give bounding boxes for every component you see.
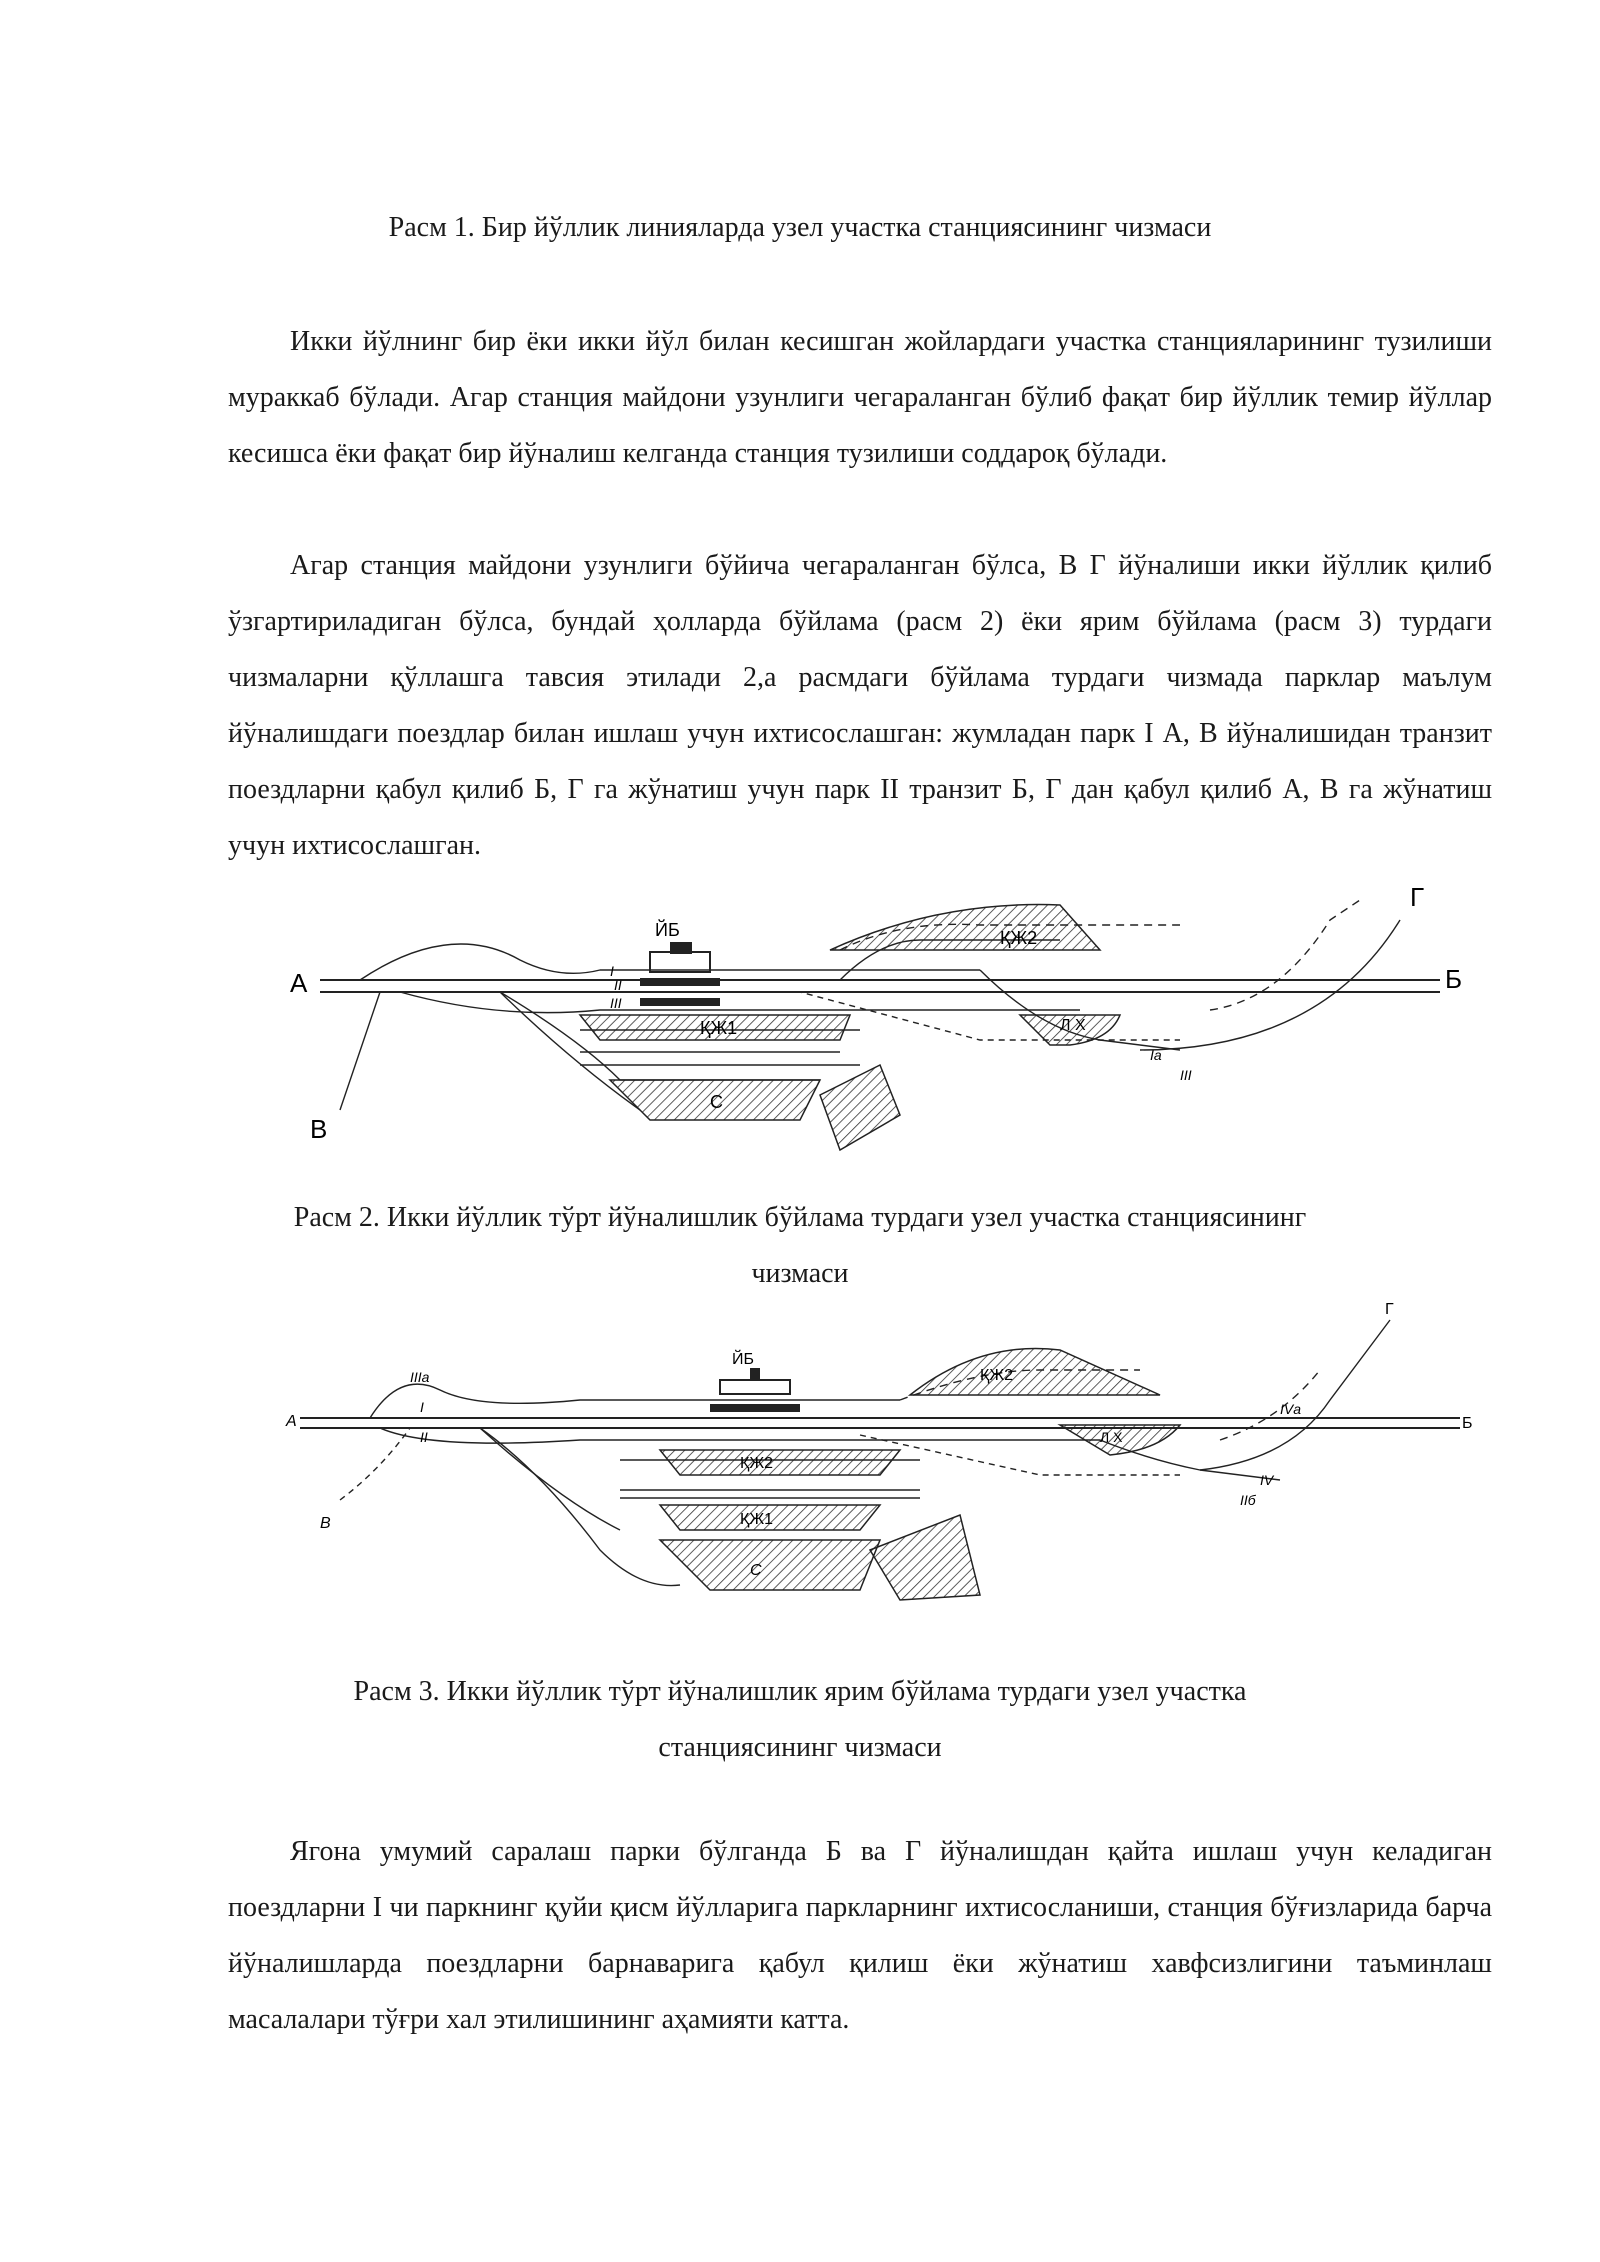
label-v: В [310, 1114, 328, 1144]
station-building [650, 952, 710, 972]
paragraph-1 [228, 314, 1492, 482]
label-g: Г [1410, 882, 1425, 912]
yard-kzh2 [830, 905, 1100, 950]
label-a: А [286, 1413, 297, 1430]
label-kzh2: ҚЖ2 [1000, 928, 1038, 948]
paragraph-3 [228, 1824, 1492, 2048]
paragraph-1-text: Икки йўлнинг бир ёки икки йўл билан кесишган жойлардаги участка станцияларининг тузилиши мураккаб бўлади. Агар станция майдони узунлиги чегараланган бўлиб фақат бир йўллик темир йўллар кесишса ёки фақат бир йўналиш келганда станция тузилиши соддароқ бўлади. [228, 326, 1492, 469]
label-b: Б [1445, 964, 1463, 994]
label-park-ii: II [614, 977, 622, 993]
label-park-iii-b: III [1180, 1067, 1192, 1083]
label-kzh1: ҚЖ1 [740, 1511, 773, 1528]
paragraph-2-text: Агар станция майдони узунлиги бўйича чегараланган бўлса, В Г йўналиши икки йўллик қилиб ўзгартириладиган бўлса, бундай ҳолларда бўйлама (расм 2) ёки ярим бўйлама (расм 3) турдаги чизмаларни қўллашга тавсия этилади 2,а расмдаги бўйлама турдаги чизмада парклар маълум йўналишдаги поездлар билан ишлаш учун ихтисослашган: жумладан парк I А, В йўналишидан транзит поездларни қабул қилиб Б, Г га жўнатиш учун парк II транзит Б, Г дан қабул қилиб А, В га жўнатиш учун ихтисослашган. [228, 550, 1492, 861]
station-building [720, 1380, 790, 1394]
figure-2-caption-line-1: Расм 2. Икки йўллик тўрт йўналишлик бўйлама турдаги узел участка станциясининг [293, 1202, 1307, 1233]
figure-3-caption-line-2: станциясининг чизмаси [658, 1732, 942, 1763]
label-park-iv: IV [1260, 1472, 1274, 1488]
label-lx: Л Х [1100, 1429, 1123, 1445]
label-c: С [750, 1562, 762, 1579]
figure-2-diagram [280, 880, 1480, 1170]
label-a: А [290, 968, 308, 998]
yard-kzh2-lower [660, 1450, 900, 1475]
yard-c [660, 1540, 880, 1590]
label-park-iva: IVа [1280, 1401, 1302, 1417]
figure-2-caption-line-2: чизмаси [751, 1258, 849, 1289]
figure-1-caption: Расм 1. Бир йўллик линияларда узел участка станциясининг чизмаси [388, 212, 1212, 243]
yard-kzh2-upper [910, 1348, 1160, 1395]
paragraph-2 [228, 538, 1492, 874]
label-park-ia: Iа [1150, 1047, 1162, 1063]
label-kzh2-lower: ҚЖ2 [740, 1455, 773, 1472]
label-v: В [320, 1515, 331, 1532]
label-yb: ЙБ [732, 1351, 754, 1368]
label-park-iib: IIб [1240, 1492, 1256, 1508]
label-lx: Л Х [1060, 1017, 1086, 1034]
label-kzh2-upper: ҚЖ2 [980, 1367, 1013, 1384]
label-park-iiia: IIIа [410, 1369, 430, 1385]
label-g: Г [1385, 1301, 1394, 1318]
label-b: Б [1462, 1415, 1473, 1432]
label-yb: ЙБ [655, 920, 680, 940]
depot-block [870, 1515, 980, 1600]
label-kzh1: ҚЖ1 [700, 1018, 738, 1038]
label-park-ii: II [420, 1429, 428, 1445]
label-park-i: I [420, 1399, 424, 1415]
label-c: С [710, 1092, 723, 1112]
paragraph-3-text: Ягона умумий саралаш парки бўлганда Б ва Г йўналишдан қайта ишлаш учун келадиган поездларни I чи паркнинг қуйи қисм йўлларига паркларнинг ихтисосланиши, станция бўғизларида барча йўналишларда поездларни барнаваригa қабул қилиш ёки жўнатиш хавфсизлигини таъминлаш масалалари тўғри хал этилишининг аҳамияти катта. [228, 1836, 1492, 2035]
label-park-iii: III [610, 995, 622, 1011]
depot-block [820, 1065, 900, 1150]
figure-3-caption-line-1: Расм 3. Икки йўллик тўрт йўналишлик ярим бўйлама турдаги узел участка [353, 1676, 1247, 1707]
figure-3-diagram [280, 1300, 1480, 1630]
label-park-i: I [610, 963, 614, 979]
